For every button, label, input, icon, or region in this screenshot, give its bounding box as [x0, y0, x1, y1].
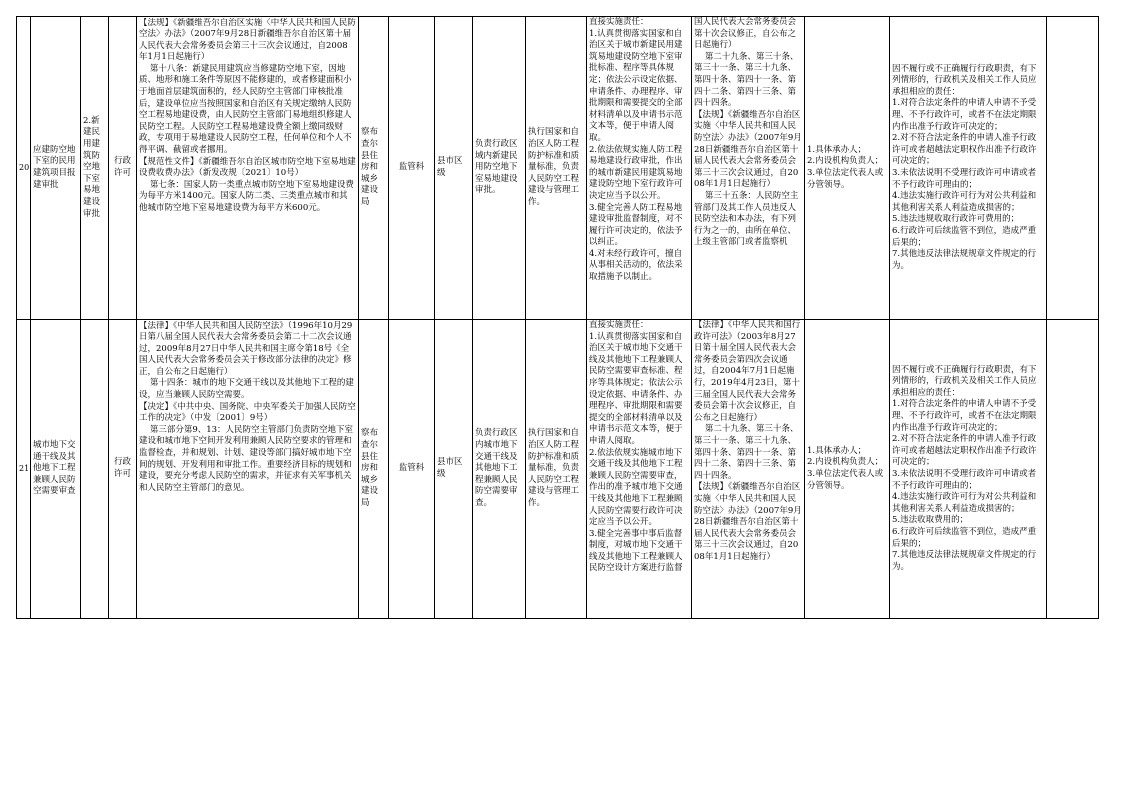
power-content: 负责行政区域内新建民用防空地下室易地建设审批。	[473, 17, 526, 320]
responsibility-items: 直接实施责任： 1.认真贯彻落实国家和自治区关于城市新建民用建筑易地建设防空地下室审批标准、程序等具体规定；依法公示设定依据、申请条件、办理程序、审批期限和需要提交的全部材料清单以及申请书示范文本等，便于申请人阅取。 2.依法依规实施人防工程易地建设行政审批，作出的城市新建民用建筑易地建设防空地下室行政许可决定应当予以公开。 3.健全完善人防工程易地建设审批监督制度，对不履行许可决定的，依法予以纠正。 4.对未经行政许可，擅自从事相关活动的，依法采取措施予以制止。	[589, 17, 683, 283]
accountability-basis-cell	[692, 320, 805, 619]
legal-basis-cell	[137, 320, 359, 619]
remarks	[1047, 17, 1099, 320]
accountability-situations: 因不履行或不正确履行行政职责，有下列情形的，行政机关及相关工作人员应承担相应的责任： 1.对符合法定条件的申请人申请不予受理、不予行政许可，或者不在法定期限内作出准予行政许可决定的； 2.对不符合法定条件的申请人准予行政许可或者超越法定职权作出准予行政许可决定的； 3.未依法说明不受理行政许可申请或者不予行政许可理由的； 4.违法实施行政许可行为对公共利益和其他利害关系人利益造成损害的； 5.违法收取费用的； 6.行政许可后续监管不到位，造成严重后果的； 7.其他违反法律法规规章文件规定的行为。	[890, 320, 1047, 619]
exercise-level: 县市区级	[435, 17, 473, 320]
power-type: 行政许可	[109, 17, 137, 320]
responsible-office: 监管科	[389, 320, 435, 619]
power-type: 行政许可	[109, 320, 137, 619]
row-number: 20	[17, 17, 31, 320]
implementing-department: 察布查尔县住房和城乡建设局	[359, 320, 389, 619]
row-number: 21	[17, 320, 31, 619]
legal-basis-cell	[137, 17, 359, 320]
legal-basis: 【法规】《新疆维吾尔自治区实施〈中华人民共和国人民防空法〉办法》（2007年9月28日新疆维吾尔自治区第十届人民代表大会常务委员会第三十三次会议通过，自2008年1月1日起施行） 第十八条：新建民用建筑应当修建防空地下室，因地质、地形和施工条件等原因不能修建的，或者修建面积小于地面首层建筑面积的，经人民防空主管部门审核批准后，建设单位应当按照国家和自治区有关规定缴纳人民防空工程易地建设费，由人民防空主管部门易地组织修建人民防空工程。人民防空工程易地建设费全额上缴同级财政，专项用于易地建设人民防空工程，任何单位和个人不得平调、截留或者挪用。 【规范性文件】《新疆维吾尔自治区城市防空地下室易地建设费收费办法》（新发改规〔2021〕10号） 第七条：国家人防一类重点城市防空地下室易地建设费为每平方米1400元。国家人防二类、三类重点城市和其他城市防空地下室易地建设费为每平方米600元。	[139, 17, 356, 213]
responsible-subject: 1.具体承办人； 2.内设机构负责人； 3.单位法定代表人或分管领导。	[805, 320, 890, 619]
responsibility-items: 直接实施责任： 1.认真贯彻落实国家和自治区关于城市地下交通干线及其他地下工程兼顾人民防空需要审查标准、程序等具体规定；依法公示设定依据、申请条件、办理程序、审批期限和需要提交的全部材料清单以及申请书示范文本等，便于申请人阅取。 2.依法依规实施城市地下交通干线及其他地下工程兼顾人民防空需要审查，作出的准予城市地下交通干线及其他地下工程兼顾人民防空需要行政许可决定应当予以公开。 3.健全完善事中事后监督制度，对城市地下交通干线及其他地下工程兼顾人民防空设计方案进行监督	[589, 320, 683, 574]
department-duty: 执行国家和自治区人防工程防护标准和质量标准，负责人民防空工程建设与管理工作。	[526, 17, 587, 320]
sub-item-name: 2.新建民用建筑防空地下室易地建设审批	[81, 17, 109, 320]
accountability-basis-cell	[692, 17, 805, 320]
sub-item-name	[81, 320, 109, 619]
legal-basis: 【法律】《中华人民共和国人民防空法》（1996年10月29日第八届全国人民代表大会常务委员会第二十二次会议通过，2009年8月27日中华人民共和国主席令第18号《全国人民代表大会常务委员会关于修改部分法律的决定》修正，自公布之日起施行） 第十四条：城市的地下交通干线以及其他地下工程的建设，应当兼顾人民防空需要。 【决定】《中共中央、国务院、中央军委关于加强人民防空工作的决定》（中发〔2001〕9号） 第三部分第9、13：人民防空主管部门负责防空地下室建设和城市地下空间开发利用兼顾人民防空要求的管理和监督检查，并和规划、计划、建设等部门搞好城市地下空间的规划、开发利用和审批工作。重要经济目标的规划和建设，要充分考虑人民防空的需求，并征求有关军事机关和人民防空主管部门的意见。	[139, 320, 356, 493]
responsibility-cell	[587, 320, 692, 619]
responsibility-cell	[587, 17, 692, 320]
accountability-basis: 国人民代表大会常务委员会第十次会议修正，自公布之日起施行） 第二十九条、第三十条、第三十一条、第三十九条、第四十条、第四十一条、第四十二条、第四十三条、第四十四条。 【法规】《新疆维吾尔自治区实施〈中华人民共和国人民防空法〉办法》（2007年9月28日新疆维吾尔自治区第十届人民代表大会常务委员会第三十三次会议通过，自2008年1月1日起施行） 第三十五条：人民防空主管部门及其工作人员违反人民防空法和本办法，有下列行为之一的，由所在单位、上级主管部门或者监察机	[694, 17, 802, 248]
power-list-table	[16, 16, 1099, 619]
exercise-level: 县市区级	[435, 320, 473, 619]
implementing-department: 察布查尔县住房和城乡建设局	[359, 17, 389, 320]
department-duty: 执行国家和自治区人防工程防护标准和质量标准，负责人民防空工程建设与管理工作。	[526, 320, 587, 619]
item-name: 应建防空地下室的民用建筑项目报建审批	[31, 17, 81, 320]
accountability-basis: 【法律】《中华人民共和国行政许可法》（2003年8月27日第十届全国人民代表大会常务委员会第四次会议通过，自2004年7月1日起施行，2019年4月23日，第十三届全国人民代表大会常务委员会第十次会议修正，自公布之日起施行） 第二十九条、第三十条、第三十一条、第三十九条、第四十条、第四十一条、第四十二条、第四十三条、第四十四条。 【法规】《新疆维吾尔自治区实施〈中华人民共和国人民防空法〉办法》（2007年9月28日新疆维吾尔自治区第十届人民代表大会常务委员会第三十三次会议通过，自2008年1月1日起施行）	[694, 320, 802, 562]
remarks	[1047, 320, 1099, 619]
table-row	[17, 17, 1099, 320]
table-row	[17, 320, 1099, 619]
power-content: 负责行政区内城市地下交通干线及其他地下工程兼顾人民防空需要审查。	[473, 320, 526, 619]
responsible-subject: 1.具体承办人； 2.内设机构负责人； 3.单位法定代表人或分管领导。	[805, 17, 890, 320]
item-name: 城市地下交通干线及其他地下工程兼顾人民防空需要审查	[31, 320, 81, 619]
accountability-situations: 因不履行或不正确履行行政职责，有下列情形的，行政机关及相关工作人员应承担相应的责任： 1.对符合法定条件的申请人申请不予受理、不予行政许可，或者不在法定期限内作出准予行政许可决定的； 2.对不符合法定条件的申请人准予行政许可或者超越法定职权作出准予行政许可决定的； 3.未依法说明不受理行政许可申请或者不予行政许可理由的； 4.违法实施行政许可行为对公共利益和其他利害关系人利益造成损害的； 5.违法违规收取行政许可费用的； 6.行政许可后续监管不到位，造成严重后果的； 7.其他违反法律法规规章文件规定的行为。	[890, 17, 1047, 320]
responsible-office: 监管科	[389, 17, 435, 320]
